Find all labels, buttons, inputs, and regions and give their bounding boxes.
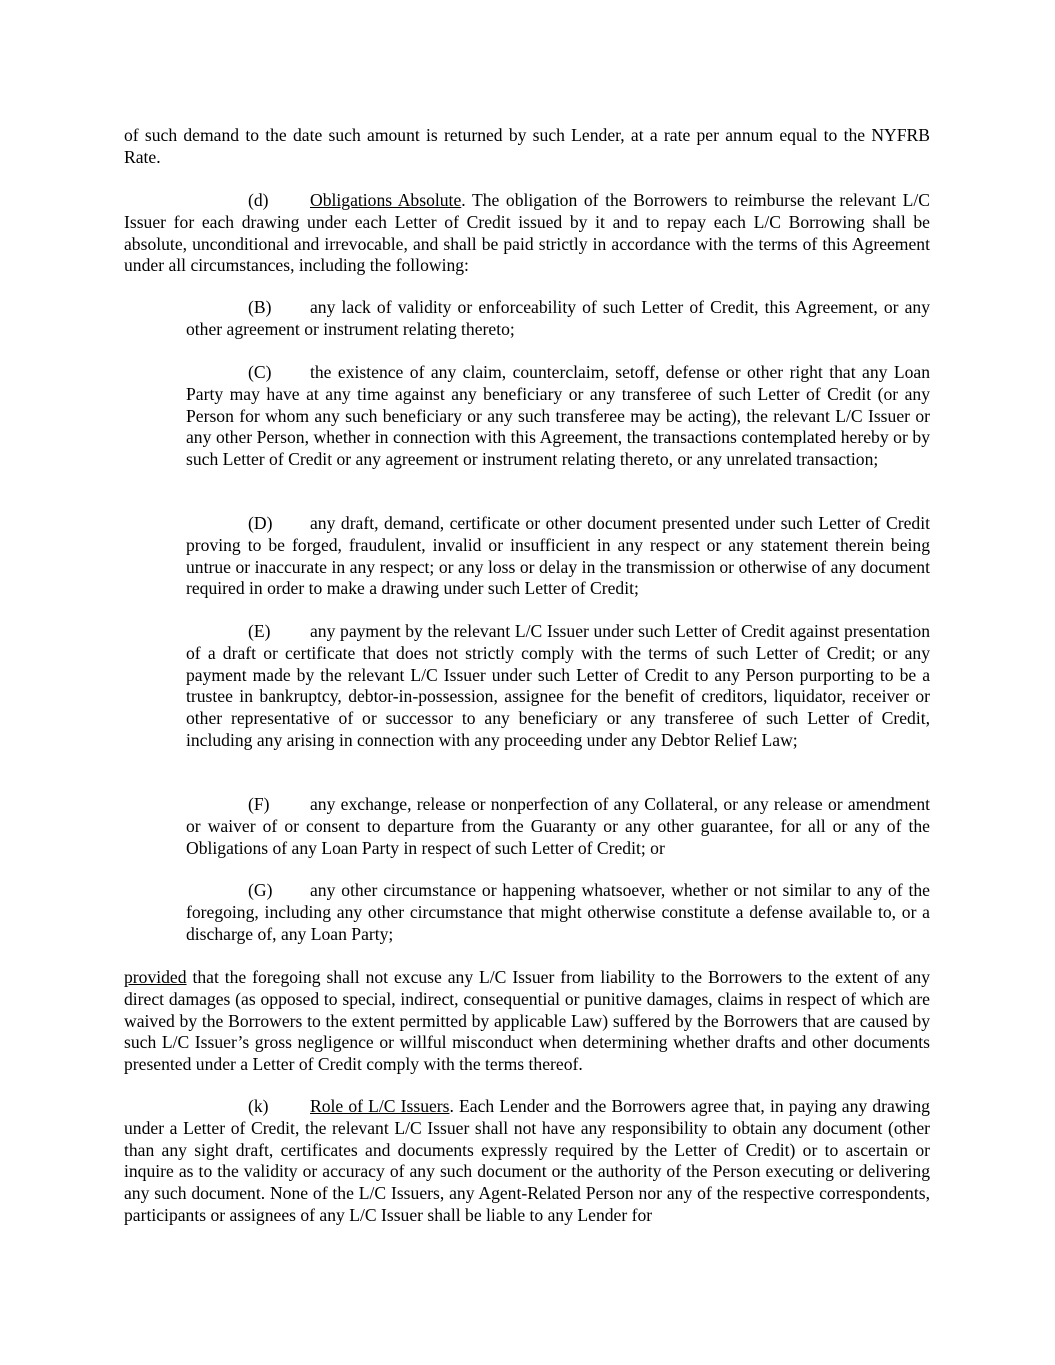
clause-g [186,880,930,945]
intro-paragraph: of such demand to the date such amount is returned by such Lender, at a rate per annum equal to the NYFRB Rate. [124,125,930,167]
clause-d-label: (D) [248,513,273,533]
clause-g-text: any other circumstance or happening whatsoever, whether or not similar to any of the foregoing, including any other circumstance that might otherwise constitute a defense available to, or a discharge of, any Loan Party; [186,880,930,944]
section-d-paragraph [124,190,930,277]
section-k-text: . Each Lender and the Borrowers agree that, in paying any drawing under a Letter of Credit, the relevant L/C Issuer shall not have any responsibility to obtain any document (other than any sight draft, certificates and documents expressly required by the Letter of Credit) or to ascertain or inquire as to the validity or accuracy of any such document or the authority of the Person executing or delivering any such document. None of the L/C Issuers, any Agent-Related Person nor any of the respective correspondents, participants or assignees of any L/C Issuer shall be liable to any Lender for [124,1096,930,1225]
clause-b [186,297,930,341]
clause-f-text: any exchange, release or nonperfection of any Collateral, or any release or amendment or waiver of or consent to departure from the Guaranty or any other guarantee, for all or any of the Obligations of any Loan Party in respect of such Letter of Credit; or [186,794,930,858]
clause-e [186,621,930,752]
section-d-heading: Obligations Absolute [310,190,462,210]
proviso-text: that the foregoing shall not excuse any L/C Issuer from liability to the Borrowers to the extent of any direct damages (as opposed to special, indirect, consequential or punitive damages, claims in respect of which are waived by the Borrowers to the extent permitted by applicable Law) suffered by the Borrowers that are caused by such L/C Issuer’s gross negligence or willful misconduct when determining whether drafts and other documents presented under a Letter of Credit comply with the terms thereof. [124,967,930,1075]
clause-b-text: any lack of validity or enforceability of such Letter of Credit, this Agreement, or any other agreement or instrument relating thereto; [186,297,930,339]
section-k-heading: Role of L/C Issuers [310,1096,450,1116]
clause-g-label: (G) [248,880,273,900]
clause-d [186,513,930,600]
clause-e-label: (E) [248,621,271,641]
proviso-paragraph [124,967,930,1076]
clause-e-text: any payment by the relevant L/C Issuer under such Letter of Credit against presentation of a draft or certificate that does not strictly comply with the terms of such Letter of Credit; or any payment made by the relevant L/C Issuer under such Letter of Credit to any Person purporting to be a trustee in bankruptcy, debtor-in-possession, assignee for the benefit of creditors, liquidator, receiver or other representative of or successor to any beneficiary or any transferee of such Letter of Credit, including any arising in connection with any proceeding under any Debtor Relief Law; [186,621,930,750]
clause-d-text: any draft, demand, certificate or other document presented under such Letter of Credit proving to be forged, fraudulent, invalid or insufficient in any respect or any statement therein being untrue or inaccurate in any respect; or any loss or delay in the transmission or otherwise of any document required in order to make a drawing under such Letter of Credit; [186,513,930,599]
section-k-paragraph [124,1096,930,1227]
section-d-text: . The obligation of the Borrowers to reimburse the relevant L/C Issuer for each drawing under each Letter of Credit issued by it and to repay each L/C Borrowing shall be absolute, unconditional and irrevocable, and shall be paid strictly in accordance with the terms of this Agreement under all circumstances, including the following: [124,190,931,276]
clause-b-label: (B) [248,297,272,317]
clause-c-text: the existence of any claim, counterclaim, setoff, defense or other right that any Loan Party may have at any time against any beneficiary or any transferee of such Letter of Credit (or any Person for whom any such beneficiary or any such transferee may be acting), the relevant L/C Issuer or any other Person, whether in connection with this Agreement, the transactions contemplated hereby or by such Letter of Credit or any agreement or instrument relating thereto, or any unrelated transaction; [186,362,930,470]
section-d-label: (d) [248,190,269,210]
proviso-lead: provided [124,967,187,987]
section-k-label: (k) [248,1096,269,1116]
clause-c-label: (C) [248,362,272,382]
clause-f [186,794,930,859]
clause-c [186,362,930,471]
clause-f-label: (F) [248,794,270,814]
